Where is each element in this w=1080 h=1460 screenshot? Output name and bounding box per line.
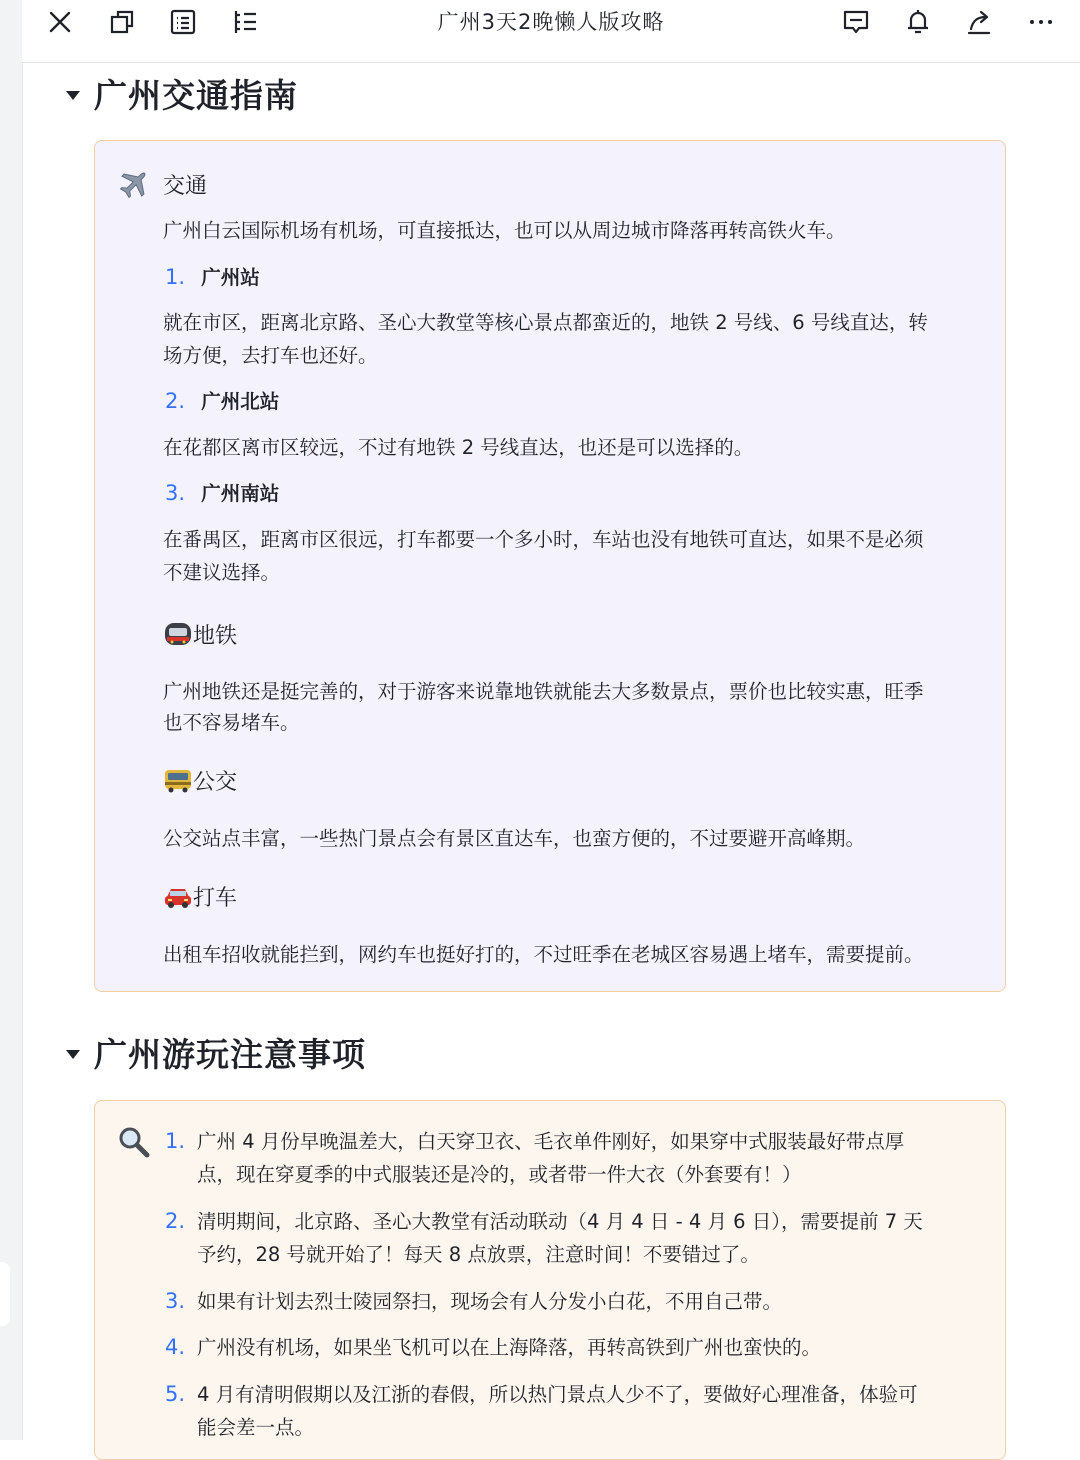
list-item: 1.: [165, 1129, 186, 1153]
tip-line: 4 月有清明假期以及江浙的春假，所以热门景点人少不了，要做好心理准备，体验可: [197, 1383, 918, 1406]
list-item: 4.: [165, 1335, 186, 1359]
tip-line: 清明期间，北京路、圣心大教堂有活动联动（4 月 4 日 - 4 月 6 日），需要提前 7 天: [197, 1210, 923, 1233]
tip-line: 广州没有机场，如果坐飞机可以在上海降落，再转高铁到广州也蛮快的。: [197, 1336, 822, 1359]
tip-line: 如果有计划去烈士陵园祭扫，现场会有人分发小白花，不用自己带。: [197, 1290, 783, 1313]
mode-desc: 广州地铁还是挺完善的，对于游客来说靠地铁就能去大多数景点，票价也比较实惠，旺季: [163, 680, 924, 703]
tips-callout: [94, 1100, 1006, 1460]
station-item: 1. 广州站: [165, 265, 260, 289]
section-heading-text: 广州游玩注意事项: [94, 1034, 366, 1074]
list-item: 3.: [165, 1289, 186, 1313]
collapse-caret-icon[interactable]: [66, 91, 80, 100]
station-desc: 不建议选择。: [163, 561, 281, 584]
tip-line: 能会差一点。: [197, 1416, 315, 1439]
mode-heading: 公交: [163, 765, 237, 796]
list-item: 2.: [165, 1209, 186, 1233]
tip-line: 点，现在穿夏季的中式服装还是冷的，或者带一件大衣（外套要有！）: [197, 1163, 802, 1186]
mode-heading: 地铁: [163, 619, 237, 650]
tip-line: 广州 4 月份早晚温差大，白天穿卫衣、毛衣单件刚好，如果穿中式服装最好带点厚: [197, 1130, 905, 1153]
section-heading-transport[interactable]: [66, 68, 298, 118]
magnifier-icon: [117, 1125, 151, 1159]
transport-intro: 广州白云国际机场有机场，可直接抵达，也可以从周边城市降落再转高铁火车。: [163, 219, 846, 242]
station-desc: 就在市区，距离北京路、圣心大教堂等核心景点都蛮近的，地铁 2 号线、6 号线直达，转: [163, 311, 928, 334]
tip-line: 予约，28 号就开始了！每天 8 点放票，注意时间！不要错过了。: [197, 1243, 760, 1266]
sidebar-handle[interactable]: [0, 1262, 10, 1326]
bus-icon: [163, 767, 193, 795]
section-heading-text: 广州交通指南: [94, 75, 298, 115]
mode-desc: 也不容易堵车。: [163, 711, 300, 734]
station-item: 3. 广州南站: [165, 481, 280, 505]
station-item: 2. 广州北站: [165, 389, 280, 413]
airplane-icon: [117, 167, 151, 201]
mode-desc: 公交站点丰富，一些热门景点会有景区直达车，也蛮方便的，不过要避开高峰期。: [163, 827, 866, 850]
taxi-icon: [163, 883, 193, 911]
top-toolbar: [22, 0, 1080, 63]
share-icon[interactable]: [959, 4, 999, 40]
station-desc: 场方便，去打车也还好。: [163, 344, 378, 367]
more-icon[interactable]: [1021, 4, 1061, 40]
transport-callout: [94, 140, 1006, 992]
left-sidebar-strip: [0, 0, 23, 1440]
station-desc: 在番禺区，距离市区很远，打车都要一个多小时，车站也没有地铁可直达，如果不是必须: [163, 528, 924, 551]
metro-icon: [163, 621, 193, 649]
mode-heading: 打车: [163, 881, 237, 912]
document-title: 广州3天2晚懒人版攻略: [437, 10, 665, 34]
list-item: 5.: [165, 1382, 186, 1406]
comment-icon[interactable]: [836, 4, 876, 40]
callout-title: 交通: [163, 174, 208, 199]
section-heading-tips[interactable]: [66, 1027, 366, 1077]
station-desc: 在花都区离市区较远，不过有地铁 2 号线直达，也还是可以选择的。: [163, 436, 754, 459]
mode-desc: 出租车招收就能拦到，网约车也挺好打的，不过旺季在老城区容易遇上堵车，需要提前。: [163, 943, 924, 966]
bell-icon[interactable]: [898, 4, 938, 40]
collapse-caret-icon[interactable]: [66, 1050, 80, 1059]
